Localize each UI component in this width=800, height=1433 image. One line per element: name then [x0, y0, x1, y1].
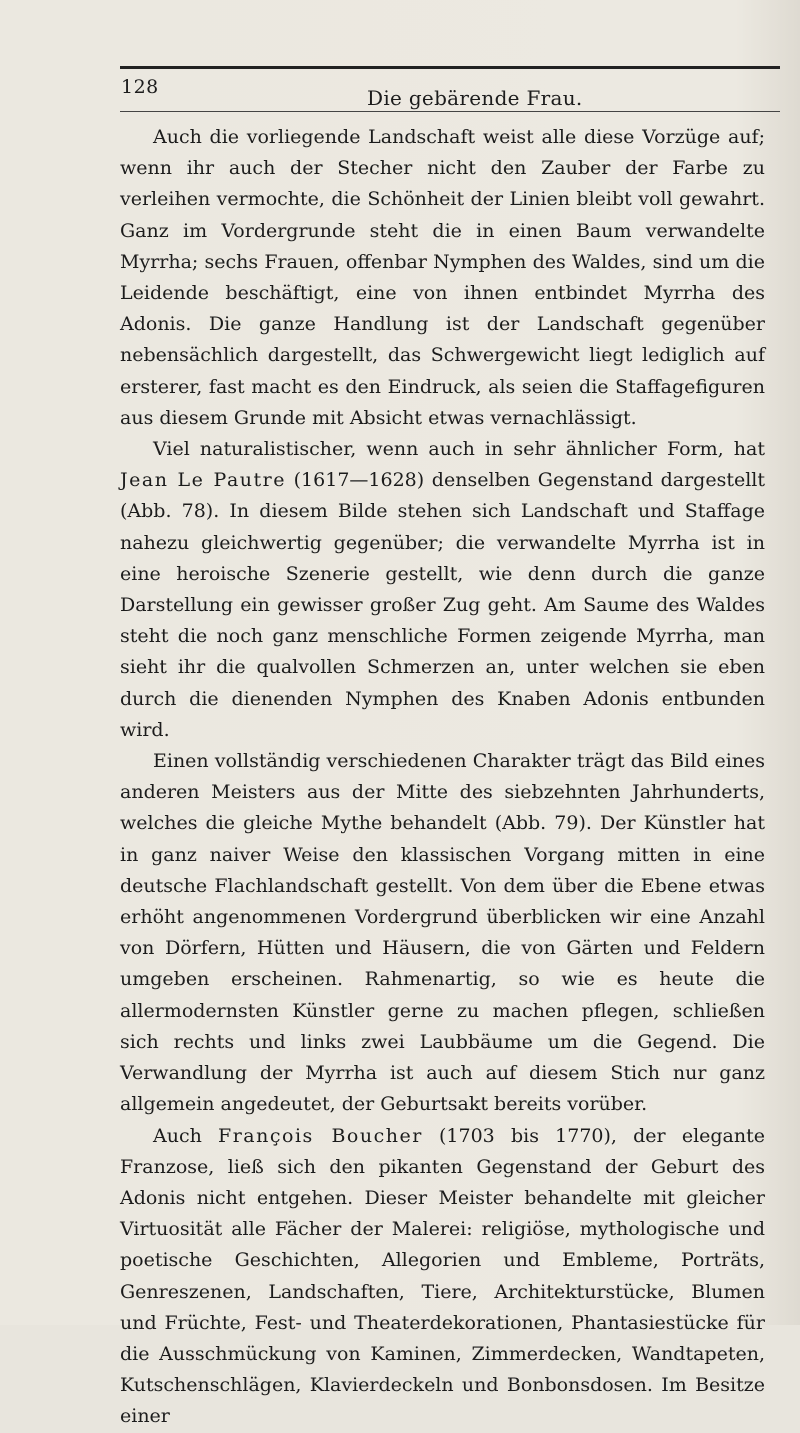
artist-name: Jean Le Pautre [120, 469, 287, 492]
header-rule-bottom [120, 111, 780, 112]
artist-name: François Boucher [218, 1124, 423, 1147]
paragraph-lead: Viel naturalistischer, wenn auch in sehr ähnlicher Form, hat [153, 438, 765, 461]
paragraph-rest: (1617—1628) denselben Gegenstand dargestellt (Abb. 78). In diesem Bilde stehen sich Landschaft und Staffage nahezu gleichwertig gegenüber; die verwandelte Myrrha ist in eine heroische Szenerie gestellt, wie denn durch die ganze Darstellung ein gewisser großer Zug geht. Am Saume des Waldes steht die noch ganz menschliche Formen zeigende Myrrha, man sieht ihr die qualvollen Schmerzen an, unter welchen sie eben durch die dienenden Nymphen des Knaben Adonis entbunden wird. [120, 469, 766, 741]
paragraph-rest: (1703 bis 1770), der elegante Franzose, ließ sich den pikanten Gegenstand der Geburt des Adonis nicht entgehen. Dieser Meister behandelte mit gleicher Virtuosität alle Fächer der Malerei: religiöse, mythologische und poetische Geschichten, Allegorien und Embleme, Porträts, Genreszenen, Landschaften, Tiere, Architekturstücke, Blumen und Früchte, Fest- und Theaterdekorationen, Phantasiestücke für die Ausschmückung von Kaminen, Zimmerdecken, Wandtapeten, Kutschenschlägen, Klavierdeckeln und Bonbonsdosen. Im Besitze einer [120, 1124, 765, 1428]
paragraph-lead: Auch [153, 1124, 219, 1147]
paragraph-1 [120, 122, 765, 434]
paragraph-3 [120, 746, 765, 1120]
running-title: Die gebärende Frau. [367, 86, 583, 110]
paragraph-2 [120, 434, 765, 746]
paragraph-4 [120, 1121, 765, 1433]
body-text [120, 122, 765, 1433]
page-number: 128 [121, 76, 159, 98]
paragraph-text: Auch die vorliegende Landschaft weist alle diese Vorzüge auf; wenn ihr auch der Stecher nicht den Zauber der Farbe zu verleihen vermochte, die Schönheit der Linien bleibt voll gewahrt. Ganz im Vordergrunde steht die in einen Baum verwandelte Myrrha; sechs Frauen, offenbar Nymphen des Waldes, sind um die Leidende beschäftigt, eine von ihnen entbindet Myrrha des Adonis. Die ganze Handlung ist der Landschaft gegenüber nebensächlich dargestellt, das Schwergewicht liegt lediglich auf ersterer, fast macht es den Eindruck, als seien die Staffagefiguren aus diesem Grunde mit Absicht etwas vernachlässigt. [120, 126, 765, 429]
header-rule-top [120, 66, 780, 69]
paragraph-text: Einen vollständig verschiedenen Charakter trägt das Bild eines anderen Meisters aus der Mitte des siebzehnten Jahrhunderts, welches die gleiche Mythe behandelt (Abb. 79). Der Künstler hat in ganz naiver Weise den klassischen Vorgang mitten in eine deutsche Flachlandschaft gestellt. Von dem über die Ebene etwas erhöht angenommenen Vordergrund überblicken wir eine Anzahl von Dörfern, Hütten und Häusern, die von Gärten und Feldern umgeben erscheinen. Rahmenartig, so wie es heute die allermodernsten Künstler gerne zu machen pflegen, schließen sich rechts und links zwei Laubbäume um die Gegend. Die Verwandlung der Myrrha ist auch auf diesem Stich nur ganz allgemein angedeutet, der Geburtsakt bereits vorüber. [120, 750, 765, 1116]
